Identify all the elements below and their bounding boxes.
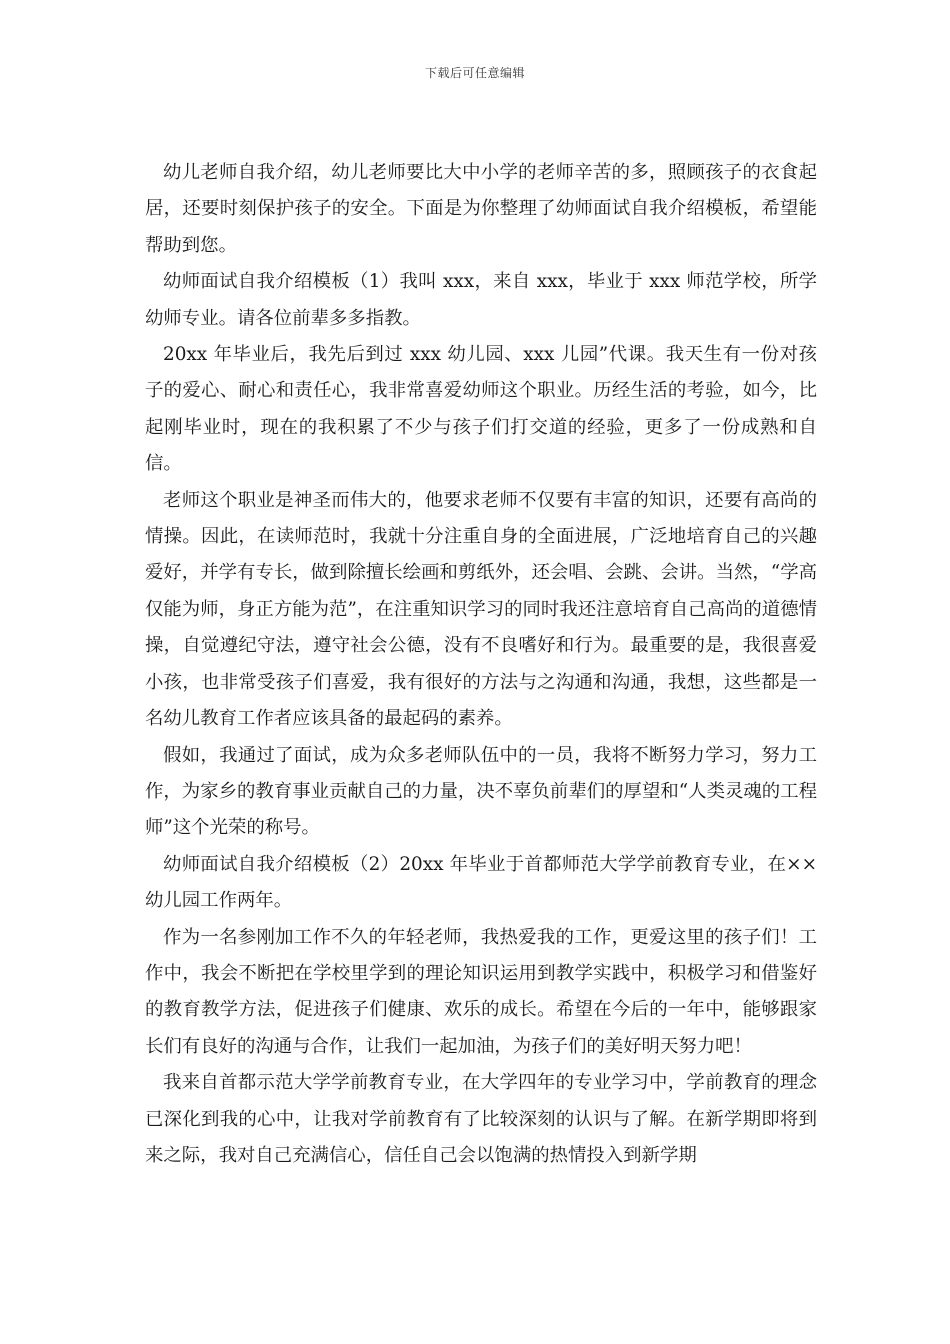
paragraph-profession: 老师这个职业是神圣而伟大的，他要求老师不仅要有丰富的知识，还要有高尚的情操。因此，在读师范时，我就十分注重自身的全面进展，广泛地培育自己的兴趣爱好，并学有专长，做到除擅长绘画和剪纸外，还会唱、会跳、会讲。当然，“学高仅能为师，身正方能为范”，在注重知识学习的同时我还注意培育自己高尚的道德情操，自觉遵纪守法，遵守社会公德，没有不良嗜好和行为。最重要的是，我很喜爱小孩，也非常受孩子们喜爱，我有很好的方法与之沟通和沟通，我想，这些都是一名幼儿教育工作者应该具备的最起码的素养。 [145, 489, 817, 730]
paragraph-template-1: 幼师面试自我介绍模板（1）我叫 xxx，来自 xxx，毕业于 xxx 师范学校，所学幼师专业。请各位前辈多多指教。 [145, 271, 817, 329]
paragraph-work: 作为一名参刚加工作不久的年轻老师，我热爱我的工作，更爱这里的孩子们！工作中，我会不断把在学校里学到的理论知识运用到教学实践中，积极学习和借鉴好的教育教学方法，促进孩子们健康、欢乐的成长。希望在今后的一年中，能够跟家长们有良好的沟通与合作，让我们一起加油，为孩子们的美好明天努力吧！ [145, 926, 817, 1057]
paragraph-experience: 20xx 年毕业后，我先后到过 xxx 幼儿园、xxx 儿园”代课。我天生有一份对孩子的爱心、耐心和责任心，我非常喜爱幼师这个职业。历经生活的考验，如今，比起刚毕业时，现在的我积累了不少与孩子们打交道的经验，更多了一份成熟和自信。 [145, 344, 817, 475]
page-header: 下载后可任意编辑 [424, 66, 525, 80]
paragraph-intro: 幼儿老师自我介绍，幼儿老师要比大中小学的老师辛苦的多，照顾孩子的衣食起居，还要时刻保护孩子的安全。下面是为你整理了幼师面试自我介绍模板，希望能帮助到您。 [145, 162, 817, 256]
paragraph-template-2: 幼师面试自我介绍模板（2）20xx 年毕业于首都师范大学学前教育专业，在××幼儿园工作两年。 [145, 853, 817, 912]
document-body [145, 155, 817, 1174]
paragraph-education: 我来自首都示范大学学前教育专业，在大学四年的专业学习中，学前教育的理念已深化到我的心中，让我对学前教育有了比较深刻的认识与了解。在新学期即将到来之际，我对自己充满信心，信任自己会以饱满的热情投入到新学期 [145, 1072, 817, 1166]
paragraph-pledge: 假如，我通过了面试，成为众多老师队伍中的一员，我将不断努力学习，努力工作，为家乡的教育事业贡献自己的力量，决不辜负前辈们的厚望和“人类灵魂的工程师”这个光荣的称号。 [145, 744, 817, 839]
